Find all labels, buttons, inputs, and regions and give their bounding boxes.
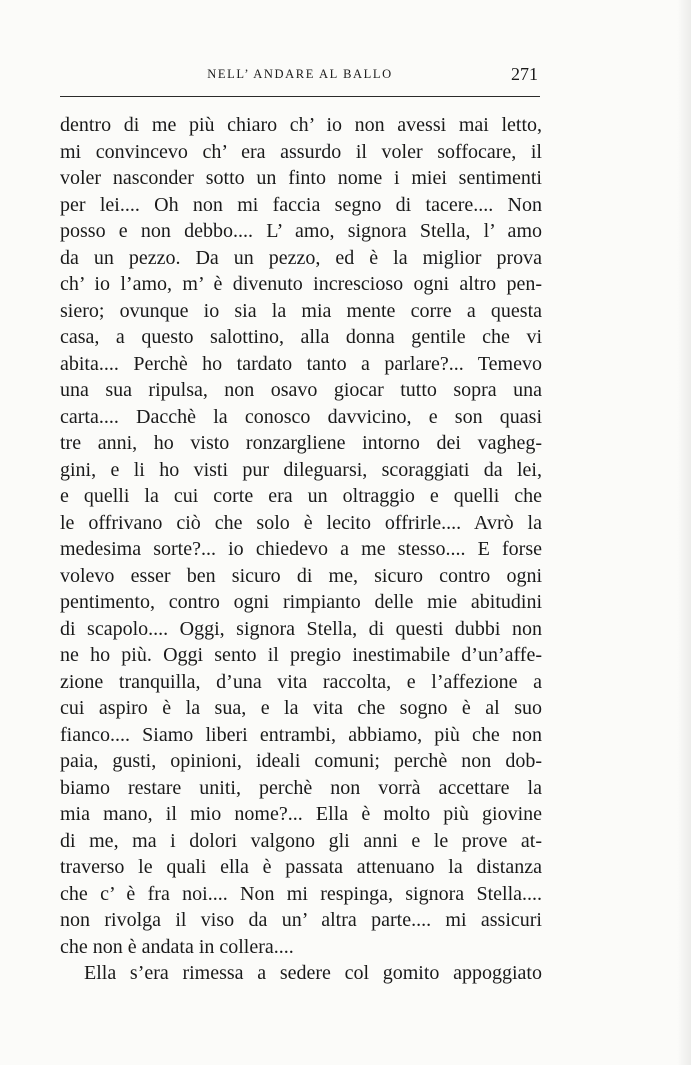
text-line: voler nasconder sotto un finto nome i miei sentimenti [60,167,542,189]
text-line: paia, gusti, opinioni, ideali comuni; perchè non dob- [60,750,542,772]
text-line: per lei.... Oh non mi faccia segno di tacere.... Non [60,193,542,216]
text-line: di me, ma i dolori valgono gli anni e le prove at- [60,829,542,852]
text-line: le offrivano ciò che solo è lecito offrirle.... Avrò la [60,511,542,534]
text-line: zione tranquilla, d’una vita raccolta, e l’affezione a [60,670,542,693]
text-line: medesima sorte?... io chiedevo a me stesso.... E forse [60,538,542,560]
running-title: NELL’ ANDARE AL BALLO [207,67,393,81]
text-line: abita.... Perchè ho tardato tanto a parlare?... Temevo [60,352,542,375]
text-line: pentimento, contro ogni rimpianto delle mie abitudini [60,591,542,613]
text-line: siero; ovunque io sia la mia mente corre a questa [60,299,542,322]
text-line: ch’ io l’amo, m’ è divenuto increscioso ogni altro pen- [60,273,542,295]
text-line: biamo restare uniti, perchè non vorrà accettare la [60,776,542,799]
page-number: 271 [511,64,538,84]
text-line: posso e non debbo.... L’ amo, signora Stella, l’ amo [60,220,542,242]
text-line: casa, a questo salottino, alla donna gentile che vi [60,326,542,348]
text-line: di scapolo.... Oggi, signora Stella, di questi dubbi non [60,617,542,640]
text-line: carta.... Dacchè la conosco davvicino, e son quasi [60,405,542,428]
text-line: gini, e li ho visti pur dileguarsi, scoraggiati da lei, [60,458,542,481]
text-line: dentro di me più chiaro ch’ io non avessi mai letto, [60,114,542,136]
running-head [60,64,540,86]
text-line: cui aspiro è la sua, e la vita che sogno è al suo [60,697,542,719]
text-line: tre anni, ho visto ronzargliene intorno dei vagheg- [60,432,542,454]
text-line: non rivolga il viso da un’ altra parte.... mi assicuri [60,909,542,931]
text-line: da un pezzo. Da un pezzo, ed è la miglior prova [60,246,542,269]
text-line: mi convincevo ch’ era assurdo il voler soffocare, il [60,140,542,163]
text-line: che c’ è fra noi.... Non mi respinga, signora Stella.... [60,882,542,905]
text-line: Ella s’era rimessa a sedere col gomito appoggiato [84,962,542,984]
text-line: ne ho più. Oggi sento il pregio inestimabile d’un’affe- [60,644,542,666]
header-rule [60,96,540,97]
body-text [60,112,542,987]
text-line: traverso le quali ella è passata attenuano la distanza [60,856,542,878]
text-line: e quelli la cui corte era un oltraggio e quelli che [60,485,542,507]
text-line: fianco.... Siamo liberi entrambi, abbiamo, più che non [60,723,542,746]
text-line: volevo esser ben sicuro di me, sicuro contro ogni [60,564,542,587]
text-line: mia mano, il mio nome?... Ella è molto più giovine [60,803,542,825]
text-line: una sua ripulsa, non osavo giocar tutto sopra una [60,379,542,401]
text-line: che non è andata in collera.... [60,935,294,958]
page-edge-shadow [677,0,691,1065]
